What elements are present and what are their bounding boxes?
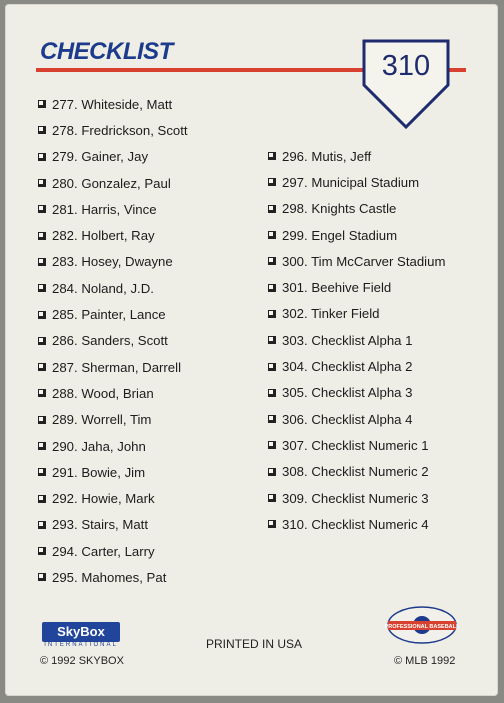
checkbox-icon[interactable] xyxy=(38,442,46,450)
list-item-label: 283. Hosey, Dwayne xyxy=(52,254,173,270)
list-item xyxy=(268,274,445,300)
card-number: 310 xyxy=(381,50,431,82)
list-item xyxy=(268,169,445,195)
list-item xyxy=(38,485,188,511)
list-item-label: 297. Municipal Stadium xyxy=(282,174,420,190)
checkbox-icon[interactable] xyxy=(268,468,276,476)
list-item xyxy=(38,328,188,354)
list-item xyxy=(268,511,445,537)
list-item xyxy=(38,170,188,196)
checkbox-icon[interactable] xyxy=(38,258,46,266)
mlb-logo-label: PROFESSIONAL BASEBALL xyxy=(384,624,460,630)
list-item xyxy=(38,249,188,275)
list-item xyxy=(38,380,188,406)
list-item-label: 278. Fredrickson, Scott xyxy=(52,122,188,138)
list-item-label: 295. Mahomes, Pat xyxy=(52,569,167,585)
checkbox-icon[interactable] xyxy=(38,126,46,134)
list-item-label: 281. Harris, Vince xyxy=(52,201,157,217)
list-item xyxy=(268,301,445,327)
checkbox-icon[interactable] xyxy=(38,573,46,581)
checkbox-icon[interactable] xyxy=(268,231,276,239)
checkbox-icon[interactable] xyxy=(268,205,276,213)
checkbox-icon[interactable] xyxy=(268,520,276,528)
list-item-label: 305. Checklist Alpha 3 xyxy=(282,385,413,401)
checkbox-icon[interactable] xyxy=(268,415,276,423)
list-item-label: 304. Checklist Alpha 2 xyxy=(282,359,413,375)
list-item xyxy=(268,380,445,406)
list-item xyxy=(268,353,445,379)
list-item-label: 301. Beehive Field xyxy=(282,280,392,296)
copyright-skybox: © 1992 SKYBOX xyxy=(40,655,124,667)
checkbox-icon[interactable] xyxy=(268,441,276,449)
list-item xyxy=(38,564,188,590)
list-item xyxy=(38,222,188,248)
list-item xyxy=(268,248,445,274)
list-item xyxy=(38,459,188,485)
list-item xyxy=(38,117,188,143)
mlb-logo-icon xyxy=(384,603,460,651)
list-item-label: 285. Painter, Lance xyxy=(52,307,166,323)
skybox-logo: SkyBox xyxy=(42,622,120,642)
list-item-label: 286. Sanders, Scott xyxy=(52,333,168,349)
list-item xyxy=(38,144,188,170)
list-item xyxy=(38,512,188,538)
list-item-label: 300. Tim McCarver Stadium xyxy=(282,253,446,269)
list-item-label: 293. Stairs, Matt xyxy=(52,517,149,533)
list-item-label: 296. Mutis, Jeff xyxy=(282,148,372,164)
checkbox-icon[interactable] xyxy=(38,232,46,240)
checkbox-icon[interactable] xyxy=(268,284,276,292)
checkbox-icon[interactable] xyxy=(38,416,46,424)
list-item-label: 291. Bowie, Jim xyxy=(52,464,146,480)
list-item-label: 310. Checklist Numeric 4 xyxy=(282,516,429,532)
list-item xyxy=(38,433,188,459)
checkbox-icon[interactable] xyxy=(268,494,276,502)
list-item xyxy=(38,196,188,222)
copyright-mlb: © MLB 1992 xyxy=(394,655,456,667)
list-item xyxy=(268,196,445,222)
list-item-label: 289. Worrell, Tim xyxy=(52,412,152,428)
list-item-label: 279. Gainer, Jay xyxy=(52,149,149,165)
list-item-label: 280. Gonzalez, Paul xyxy=(52,175,171,191)
list-item xyxy=(268,327,445,353)
checkbox-icon[interactable] xyxy=(38,521,46,529)
page-title: CHECKLIST xyxy=(40,38,173,65)
checkbox-icon[interactable] xyxy=(268,310,276,318)
list-item xyxy=(38,91,188,117)
list-item-label: 288. Wood, Brian xyxy=(52,385,154,401)
list-item xyxy=(268,459,445,485)
checkbox-icon[interactable] xyxy=(38,311,46,319)
list-item-label: 303. Checklist Alpha 1 xyxy=(282,332,413,348)
list-item-label: 284. Noland, J.D. xyxy=(52,280,154,296)
list-item-label: 302. Tinker Field xyxy=(282,306,380,322)
checkbox-icon[interactable] xyxy=(268,257,276,265)
list-item-label: 290. Jaha, John xyxy=(52,438,146,454)
list-item-label: 309. Checklist Numeric 3 xyxy=(282,490,429,506)
list-item xyxy=(268,432,445,458)
list-item xyxy=(38,275,188,301)
list-item-label: 282. Holbert, Ray xyxy=(52,228,155,244)
checkbox-icon[interactable] xyxy=(38,389,46,397)
checkbox-icon[interactable] xyxy=(38,205,46,213)
list-item-label: 277. Whiteside, Matt xyxy=(52,96,173,112)
list-item xyxy=(38,538,188,564)
list-item xyxy=(268,143,445,169)
list-item-label: 292. Howie, Mark xyxy=(52,491,155,507)
list-item xyxy=(268,406,445,432)
list-item-label: 306. Checklist Alpha 4 xyxy=(282,411,413,427)
list-item xyxy=(268,485,445,511)
skybox-logo-subtitle: INTERNATIONAL xyxy=(44,642,118,648)
checkbox-icon[interactable] xyxy=(38,495,46,503)
checkbox-icon[interactable] xyxy=(268,336,276,344)
checkbox-icon[interactable] xyxy=(38,179,46,187)
list-item-label: 287. Sherman, Darrell xyxy=(52,359,182,375)
checklist-left-column xyxy=(38,91,188,591)
list-item-label: 294. Carter, Larry xyxy=(52,543,155,559)
list-item xyxy=(38,301,188,327)
printed-in-usa: PRINTED IN USA xyxy=(206,637,303,651)
checkbox-icon[interactable] xyxy=(38,547,46,555)
checklist-right-column xyxy=(268,143,445,537)
list-item-label: 307. Checklist Numeric 1 xyxy=(282,437,429,453)
checkbox-icon[interactable] xyxy=(38,284,46,292)
list-item xyxy=(268,222,445,248)
list-item xyxy=(38,407,188,433)
checkbox-icon[interactable] xyxy=(268,389,276,397)
list-item-label: 308. Checklist Numeric 2 xyxy=(282,464,429,480)
checkbox-icon[interactable] xyxy=(268,178,276,186)
checkbox-icon[interactable] xyxy=(38,100,46,108)
list-item xyxy=(38,354,188,380)
checkbox-icon[interactable] xyxy=(38,468,46,476)
list-item-label: 298. Knights Castle xyxy=(282,201,397,217)
checkbox-icon[interactable] xyxy=(268,363,276,371)
checkbox-icon[interactable] xyxy=(38,337,46,345)
list-item-label: 299. Engel Stadium xyxy=(282,227,398,243)
checkbox-icon[interactable] xyxy=(268,152,276,160)
checkbox-icon[interactable] xyxy=(38,153,46,161)
checkbox-icon[interactable] xyxy=(38,363,46,371)
